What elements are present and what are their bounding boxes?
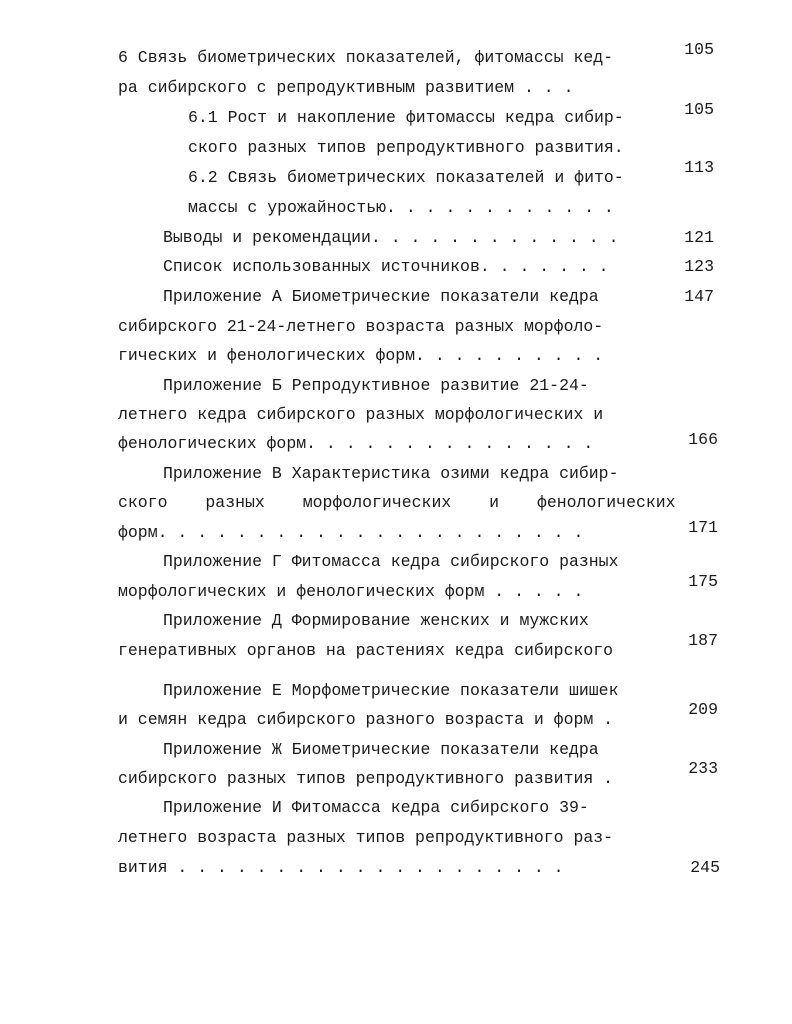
toc-page-number: 147 xyxy=(684,287,714,306)
toc-entry-line: и семян кедра сибирского разного возраста и форм . xyxy=(118,710,614,729)
toc-entry-line: Выводы и рекомендации. . . . . . . . . . . . . xyxy=(163,228,619,247)
toc-entry-line: ского разных морфологических и фенологических xyxy=(118,493,676,512)
toc-page-number: 187 xyxy=(688,631,718,650)
toc-entry-line: форм. . . . . . . . . . . . . . . . . . . . . . xyxy=(118,523,584,542)
toc-entry-line: Приложение В Характеристика озими кедра сибир- xyxy=(163,464,619,483)
toc-page-number: 245 xyxy=(690,858,720,877)
toc-entry-line: сибирского разных типов репродуктивного развития . xyxy=(118,769,614,788)
toc-entry-line: летнего возраста разных типов репродуктивного раз- xyxy=(118,828,614,847)
toc-page-number: 233 xyxy=(688,759,718,778)
toc-entry-line: Приложение А Биометрические показатели кедра xyxy=(163,287,599,306)
toc-entry-line: морфологических и фенологических форм . . . . . xyxy=(118,582,584,601)
toc-entry-line: летнего кедра сибирского разных морфологических и xyxy=(118,405,604,424)
toc-entry-line: Приложение Г Фитомасса кедра сибирского разных xyxy=(163,552,619,571)
toc-entry-line: Приложение Д Формирование женских и мужских xyxy=(163,611,589,630)
toc-page-number: 123 xyxy=(684,257,714,276)
toc-entry-line: ского разных типов репродуктивного развития. xyxy=(188,138,624,157)
toc-entry-line: Приложение Б Репродуктивное развитие 21-24- xyxy=(163,376,589,395)
toc-page-number: 209 xyxy=(688,700,718,719)
toc-entry-line: гических и фенологических форм. . . . . . . . . . xyxy=(118,346,604,365)
toc-entry-line: фенологических форм. . . . . . . . . . . . . . . xyxy=(118,434,594,453)
toc-entry-line: 6 Связь биометрических показателей, фитомассы кед- xyxy=(118,48,614,67)
toc-entry-line: вития . . . . . . . . . . . . . . . . . . . . xyxy=(118,858,564,877)
toc-entry-line: Приложение И Фитомасса кедра сибирского 39- xyxy=(163,798,589,817)
toc-page-number: 105 xyxy=(684,40,714,59)
toc-entry-line: 6.2 Связь биометрических показателей и фито- xyxy=(188,168,624,187)
toc-entry-line: Приложение Е Морфометрические показатели шишек xyxy=(163,681,619,700)
toc-entry-line: сибирского 21-24-летнего возраста разных морфоло- xyxy=(118,317,604,336)
toc-page-number: 121 xyxy=(684,228,714,247)
toc-entry-line: 6.1 Рост и накопление фитомассы кедра сибир- xyxy=(188,108,624,127)
toc-page-number: 171 xyxy=(688,518,718,537)
toc-entry-line: массы с урожайностью. . . . . . . . . . . . xyxy=(188,198,614,217)
toc-entry-line: генеративных органов на растениях кедра сибирского xyxy=(118,641,614,660)
toc-entry-line: ра сибирского с репродуктивным развитием . . . xyxy=(118,78,574,97)
toc-page-number: 166 xyxy=(688,430,718,449)
toc-entry-line: Список использованных источников. . . . . . . xyxy=(163,257,609,276)
toc-page-number: 113 xyxy=(684,158,714,177)
toc-page-number: 175 xyxy=(688,572,718,591)
toc-entry-line: Приложение Ж Биометрические показатели кедра xyxy=(163,740,599,759)
toc-page-number: 105 xyxy=(684,100,714,119)
